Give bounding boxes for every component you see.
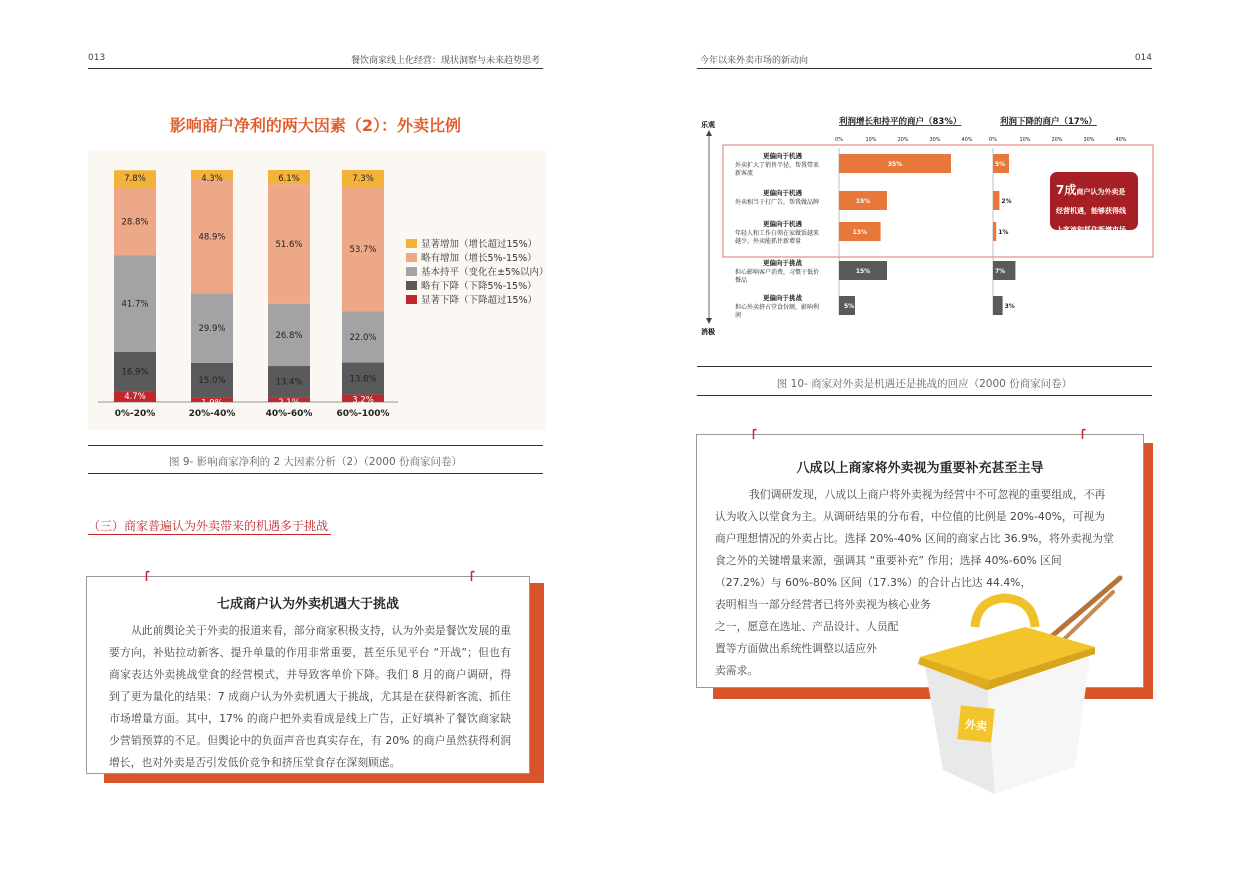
right-box-text-line: 商户理想情况的外卖占比。选择 20%-40% 区间的商家占比 36.9%，将外卖视为堂: [715, 532, 1114, 545]
right-box-text-line: 食之外的关键增量来源，强调其 “重要补充” 作用；选择 40%-60% 区间: [715, 554, 1062, 567]
box-logo-text: 外卖: [964, 717, 988, 734]
row-description: 新客流: [735, 170, 754, 177]
left-running-title: 餐饮商家线上化经营：现状洞察与未来趋势思考: [350, 56, 540, 66]
binder-ring-icon: [1078, 426, 1087, 440]
left-box-text: 从此前舆论关于外卖的报道来看，部分商家积极支持，认为外卖是餐饮发展的重要方向，补贴拉动新客、提升单量的作用非常重要，甚至乐见平台 “开战”；但也有商家表达外卖挑战堂食的经营模式，并导致客单价下降。我们 8 月的商户调研，得到了更为量化的结果：7 成商户认为外卖机遇大于挑战，尤其是在获得新客流、抓住市场增量方面。其中，17% 的商户把外卖看成是线上广告，正好填补了餐饮商家缺少营销预算的不足。但舆论中的负面声音也真实存在，有 20% 的商户虽然获得利润增长，也对外卖是否引发低价竞争和挤压堂食存在深刻顾虑。: [109, 624, 511, 769]
left-header-rule: [88, 68, 543, 69]
decline-bar-label: 5%: [995, 161, 1006, 168]
legend-entry: [406, 236, 549, 250]
row-description: 担心影响客户消费，习惯于低价: [735, 269, 820, 276]
bar-value-label: 48.9%: [198, 232, 226, 243]
growth-bar-label: 15%: [855, 268, 871, 275]
section-heading-underline: [88, 534, 331, 535]
bar-value-label: 29.9%: [198, 324, 226, 335]
category-label: 0%-20%: [114, 409, 156, 419]
box-handle: [975, 598, 1035, 627]
right-running-title: 今年以来外卖市场的新动向: [700, 56, 809, 66]
bar-value-label: 2.1%: [278, 398, 300, 409]
decline-bar: [993, 191, 999, 210]
callout-text: 商户认为外卖是经营机遇，能够获得线上客流和抓住新增市场: [1056, 188, 1126, 234]
legend-entry: [406, 250, 549, 264]
fig9-bottom-rule: [88, 473, 543, 474]
bar-value-label: 7.3%: [352, 174, 374, 184]
row-heading: 更偏向于挑战: [763, 259, 802, 267]
panel-title-decline: 利润下降的商户（17%）: [1000, 117, 1097, 127]
legend-swatch: [406, 267, 417, 276]
binder-ring-icon: [749, 426, 758, 440]
row-description: 润: [735, 312, 742, 319]
bar-value-label: 13.8%: [349, 374, 377, 385]
bar-value-label: 51.6%: [275, 240, 303, 251]
bar-value-label: 3.2%: [352, 395, 374, 406]
chopstick-icon: [1045, 578, 1120, 642]
growth-bar-label: 35%: [887, 161, 903, 168]
left-text-box: [86, 576, 530, 774]
bar-value-label: 15.0%: [198, 376, 226, 387]
bar-value-label: 4.7%: [124, 392, 146, 403]
growth-bar-label: 13%: [852, 229, 867, 236]
right-page-number: 014: [1134, 53, 1152, 63]
legend-label: 基本持平（变化在±5%以内）: [421, 267, 549, 278]
growth-bar-label: 5%: [844, 303, 855, 310]
fig10-top-rule: [697, 366, 1152, 367]
chart-title: 影响商户净利的两大因素（2）：外卖比例: [169, 116, 462, 135]
decline-bar-label: 2%: [1001, 198, 1012, 205]
legend-label: 略有下降（下降5%-15%）: [421, 281, 537, 292]
figure-10-caption: 图 10- 商家对外卖是机遇还是挑战的回应（2000 份商家问卷）: [776, 378, 1073, 390]
bar-value-label: 4.3%: [201, 174, 223, 184]
legend-swatch: [406, 239, 417, 248]
row-heading: 更偏向于机遇: [763, 152, 802, 160]
axis-bottom-label: 消极: [701, 328, 715, 336]
row-description: 餐品: [735, 277, 748, 284]
right-box-text-line: 我们调研发现，八成以上商户将外卖视为经营中不可忽视的重要组成，不再: [749, 488, 1106, 501]
decline-bar-label: 1%: [998, 229, 1009, 236]
legend-entry: [406, 278, 549, 292]
x-tick-label: 30%: [929, 137, 941, 143]
callout-badge: [1050, 172, 1138, 234]
row-description: 担心外卖挤占堂食份额，影响利: [735, 304, 820, 311]
left-page-number: 013: [88, 53, 106, 63]
bar-value-label: 22.0%: [349, 333, 377, 344]
right-box-text-line: （27.2%）与 60%-80% 区间（17.3%）的合计占比达 44.4%，: [715, 576, 1032, 589]
row-description: 年轻人和工作白领在家做饭越来: [735, 230, 820, 237]
x-tick-label: 10%: [1019, 137, 1031, 143]
binder-ring-icon: [142, 568, 151, 582]
decline-bar-label: 3%: [1004, 303, 1015, 310]
legend-label: 显著增加（增长超过15%）: [421, 239, 538, 250]
row-heading: 更偏向于机遇: [763, 220, 802, 228]
row-description: 越少，外卖能抓住新增量: [735, 238, 802, 245]
bar-value-label: 1.9%: [201, 398, 223, 409]
x-tick-label: 20%: [897, 137, 909, 143]
bar-value-label: 13.4%: [275, 377, 303, 388]
decline-bar: [993, 222, 996, 241]
legend-label: 显著下降（下降超过15%）: [421, 295, 538, 306]
x-tick-label: 40%: [961, 137, 973, 143]
category-label: 20%-40%: [188, 409, 236, 419]
x-tick-label: 30%: [1083, 137, 1095, 143]
x-tick-label: 0%: [989, 137, 997, 143]
legend-entry: [406, 292, 549, 306]
legend-swatch: [406, 295, 417, 304]
bar-value-label: 28.8%: [121, 217, 149, 228]
callout-big: 7成: [1056, 183, 1077, 197]
left-box-title: 七成商户认为外卖机遇大于挑战: [216, 597, 399, 612]
growth-bar-label: 15%: [855, 198, 871, 205]
legend-entry: [406, 264, 549, 278]
fig10-bottom-rule: [697, 395, 1152, 396]
legend-swatch: [406, 253, 417, 262]
arrow-up-icon: [706, 130, 712, 136]
row-description: 外卖扩大了销售半径，帮我带来: [735, 162, 820, 169]
axis-top-label: 乐观: [701, 121, 715, 129]
category-label: 60%-100%: [336, 409, 390, 419]
panel-title-growth: 利润增长和持平的商户（83%）: [839, 117, 962, 127]
right-box-text-line: 卖需求。: [715, 664, 759, 677]
x-tick-label: 10%: [865, 137, 877, 143]
x-tick-label: 40%: [1115, 137, 1127, 143]
row-heading: 更偏向于挑战: [763, 294, 802, 302]
arrow-down-icon: [706, 318, 712, 324]
right-box-text-line: 置等方面做出系统性调整以适应外: [715, 642, 877, 655]
bar-value-label: 53.7%: [349, 245, 377, 256]
bar-value-label: 7.8%: [124, 174, 146, 185]
x-tick-label: 0%: [835, 137, 843, 143]
legend-label: 略有增加（增长5%-15%）: [421, 253, 537, 264]
right-box-title: 八成以上商家将外卖视为重要补充甚至主导: [796, 461, 1044, 476]
binder-ring-icon: [467, 568, 476, 582]
category-label: 40%-60%: [265, 409, 313, 419]
right-box-text-line: 之一，愿意在选址、产品设计、人员配: [715, 620, 899, 633]
decline-bar: [993, 296, 1003, 315]
x-tick-label: 20%: [1051, 137, 1063, 143]
chart-legend: [406, 236, 549, 306]
bar-value-label: 16.9%: [121, 367, 149, 378]
bar-value-label: 26.8%: [275, 330, 303, 341]
bar-value-label: 41.7%: [121, 299, 149, 310]
right-box-text-line: 表明相当一部分经营者已将外卖视为核心业务: [715, 598, 931, 611]
row-description: 外卖相当于打广告，帮我做品牌: [735, 199, 820, 206]
right-box-text-line: 认为收入以堂食为主。从调研结果的分布看，中位值的比例是 20%-40%，可视为: [715, 510, 1106, 523]
legend-swatch: [406, 281, 417, 290]
figure-9-caption: 图 9- 影响商家净利的 2 大因素分析（2）（2000 份商家问卷）: [169, 456, 462, 468]
fig9-top-rule: [88, 445, 543, 446]
row-heading: 更偏向于机遇: [763, 189, 802, 197]
right-header-rule: [697, 68, 1152, 69]
takeout-box-illustration: [915, 572, 1125, 797]
bar-value-label: 6.1%: [278, 174, 300, 184]
decline-bar-label: 7%: [995, 268, 1006, 275]
section-heading: （三）商家普遍认为外卖带来的机遇多于挑战: [88, 519, 329, 533]
